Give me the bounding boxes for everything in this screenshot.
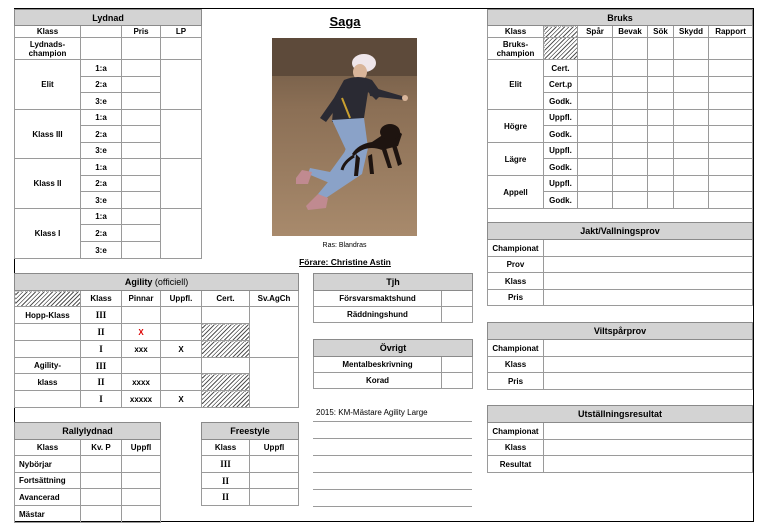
cell [674,159,709,176]
bruks-sub: Godk. [544,93,578,110]
cell [674,93,709,110]
cell [122,242,161,259]
note-line [313,439,472,456]
agility-table [14,273,299,408]
cell [709,77,753,93]
agility-klass: II [81,324,122,341]
freestyle-table [201,422,299,506]
lydnad-class-elit: Elit [15,60,81,110]
bruks-champion-label: Bruks-champion [488,38,544,60]
lydnad-place: 1:a [81,209,122,225]
agility-uppfl [161,374,202,391]
jakt-row: Pris [488,290,544,306]
lydnad-place: 1:a [81,60,122,77]
bruks-col: Bevak [613,26,648,38]
cell [81,38,122,60]
jakt-table [487,222,753,306]
lydnad-class-3: Klass III [15,110,81,159]
cell [250,489,299,506]
cell [161,38,202,60]
cell [442,291,473,307]
rallylydnad-table [14,422,161,523]
cell [122,126,161,143]
cell [122,209,161,225]
agility-hopp-label: Hopp-Klass [15,307,81,324]
cell [578,159,613,176]
agility-uppfl: X [161,341,202,358]
cell [250,358,299,408]
lydnad-place: 1:a [81,159,122,176]
rally-col: Kv. P [81,440,122,456]
bruks-sub: Godk. [544,126,578,143]
freestyle-col: Klass [202,440,250,456]
cell [674,38,709,60]
agility-klass: III [81,307,122,324]
bruks-group-hogre: Högre [488,110,544,143]
viltspar-row: Championat [488,340,544,357]
cell [674,77,709,93]
viltspar-row: Pris [488,373,544,390]
lydnad-place: 2:a [81,126,122,143]
agility-pinnar [122,358,161,374]
agility-klass: II [81,374,122,391]
lydnad-col-lp: LP [161,26,202,38]
hatched-cell [202,341,250,358]
agility-col: Sv.AgCh [250,291,299,307]
lydnad-place: 1:a [81,110,122,126]
tjh-row: Försvarsmaktshund [314,291,442,307]
cell [613,176,648,192]
cell [613,77,648,93]
cell [578,60,613,77]
cell [442,357,473,373]
cell [122,38,161,60]
bruks-sub: Godk. [544,159,578,176]
utstallning-row: Resultat [488,456,544,473]
cell [122,473,161,489]
cell [648,93,674,110]
cell [613,126,648,143]
agility-title-note: (officiell) [154,277,189,287]
cell [709,38,753,60]
cell [161,60,202,110]
cell [81,456,122,473]
dog-name: Saga [329,14,361,29]
bruks-sub: Cert. [544,60,578,77]
cell [250,473,299,489]
freestyle-row: III [202,456,250,473]
cell [578,77,613,93]
cell [674,192,709,209]
freestyle-col: Uppfl [250,440,299,456]
agility-uppfl [161,358,202,374]
agility-col: Cert. [202,291,250,307]
cell [202,307,250,324]
cell [709,60,753,77]
cell [202,358,250,374]
cell [648,192,674,209]
agility-pinnar: xxx [122,341,161,358]
note-line [313,490,472,507]
hatched-cell [15,291,81,307]
ovrigt-table [313,339,473,389]
lydnad-title: Lydnad [15,10,202,26]
lydnad-place: 3:e [81,192,122,209]
cell [250,456,299,473]
ovrigt-title: Övrigt [314,340,473,357]
jakt-row: Championat [488,240,544,257]
rally-col: Uppfl [122,440,161,456]
lydnad-place: 2:a [81,77,122,93]
jakt-row: Prov [488,257,544,273]
cell [544,423,753,440]
cell [544,273,753,290]
cell [578,143,613,159]
cell [442,373,473,389]
lydnad-champion-label: Lydnads-champion [15,38,81,60]
rally-row: Avancerad [15,489,81,506]
freestyle-row: II [202,489,250,506]
cell [122,489,161,506]
viltspar-row: Klass [488,357,544,373]
cell [613,38,648,60]
viltspar-title: Viltspårprov [488,323,753,340]
utstallning-row: Championat [488,423,544,440]
note-line [313,456,472,473]
note-line [313,422,472,439]
cell [648,176,674,192]
lydnad-table [14,9,202,259]
lydnad-place: 3:e [81,93,122,110]
agility-title-text: Agility [124,277,153,287]
cell [674,60,709,77]
freestyle-row: II [202,473,250,489]
rallylydnad-title: Rallylydnad [15,423,161,440]
agility-col: Klass [81,291,122,307]
cell [613,159,648,176]
rally-row: Nybörjar [15,456,81,473]
cell [122,77,161,93]
cell [122,60,161,77]
bruks-group-elit: Elit [488,60,544,110]
bruks-sub: Godk. [544,192,578,209]
cell [709,192,753,209]
bruks-sub: Uppfl. [544,110,578,126]
tjh-row: Räddningshund [314,307,442,323]
lydnad-place: 2:a [81,225,122,242]
lydnad-place: 3:e [81,242,122,259]
cell [613,93,648,110]
cell [648,126,674,143]
ovrigt-row: Mentalbeskrivning [314,357,442,373]
breed-caption: Ras: Blandras [322,242,367,249]
note-line [313,473,472,490]
tjh-table [313,273,473,323]
agility-col: Uppfl. [161,291,202,307]
bruks-col: Sök [648,26,674,38]
jakt-title: Jakt/Vallningsprov [488,223,753,240]
viltspar-table [487,322,753,390]
agility-klass: III [81,358,122,374]
cell [161,209,202,259]
agility-pinnar: xxxx [122,374,161,391]
cell [122,110,161,126]
bruks-col-klass: Klass [488,26,544,38]
cell [613,143,648,159]
cell [709,176,753,192]
cell [709,93,753,110]
hatched-cell [202,374,250,391]
note-line [313,507,472,523]
cell [709,159,753,176]
bruks-title: Bruks [488,10,753,26]
agility-agility-label-2: klass [15,374,81,391]
agility-uppfl: X [161,391,202,408]
cell [161,159,202,209]
cell [613,192,648,209]
cell [578,110,613,126]
hatched-cell [202,391,250,408]
bruks-group-lagre: Lägre [488,143,544,176]
tjh-title: Tjh [314,274,473,291]
hatched-cell [544,26,578,38]
cell [578,93,613,110]
agility-agility-label-1: Agility- [15,358,81,374]
bruks-sub: Uppfl. [544,143,578,159]
cell [161,110,202,159]
utstallning-row: Klass [488,440,544,456]
cell [648,38,674,60]
cell [122,456,161,473]
cell [578,38,613,60]
cell [544,240,753,257]
cell [648,60,674,77]
rally-row: Fortsättning [15,473,81,489]
lydnad-col-pris: Pris [122,26,161,38]
agility-klass: I [81,391,122,408]
bruks-col: Spår [578,26,613,38]
cell [122,192,161,209]
cell [442,307,473,323]
cell [709,143,753,159]
jakt-row: Klass [488,273,544,290]
cell [122,143,161,159]
rally-col: Klass [15,440,81,456]
freestyle-title: Freestyle [202,423,299,440]
cell [544,257,753,273]
hatched-cell [544,38,578,60]
notes-area [313,405,472,523]
cell [648,143,674,159]
lydnad-class-2: Klass II [15,159,81,209]
cell [122,176,161,192]
cell [648,110,674,126]
cell [674,126,709,143]
cell [544,440,753,456]
agility-uppfl [161,307,202,324]
lydnad-col-blank [81,26,122,38]
cell [250,307,299,358]
ovrigt-row: Korad [314,373,442,389]
cell [613,60,648,77]
cell [578,126,613,143]
cell [122,159,161,176]
cell [81,489,122,506]
note-line: 2015: KM-Mästare Agility Large [313,405,472,422]
agility-uppfl [161,324,202,341]
agility-pinnar [122,307,161,324]
cell [648,159,674,176]
lydnad-place: 3:e [81,143,122,159]
cell [544,290,753,306]
handler-caption: Förare: Christine Astin [299,257,391,267]
agility-title [15,274,299,291]
cell [122,225,161,242]
cell [578,176,613,192]
bruks-table [487,9,753,225]
utstallning-table [487,405,753,473]
bruks-col: Rapport [709,26,753,38]
rally-row: Mästar [15,506,81,523]
hatched-cell [202,324,250,341]
cell [709,126,753,143]
cell [81,473,122,489]
cell [544,340,753,357]
dog-photo [272,38,417,236]
cell [709,110,753,126]
cell [674,176,709,192]
cell [544,373,753,390]
cell [578,192,613,209]
cell [122,506,161,523]
cell [81,506,122,523]
cell [674,143,709,159]
cell [15,341,81,358]
utstallning-title: Utställningsresultat [488,406,753,423]
cell [122,93,161,110]
agility-pinnar: xxxxx [122,391,161,408]
lydnad-class-1: Klass I [15,209,81,259]
cell [15,324,81,341]
lydnad-place: 2:a [81,176,122,192]
cell [15,391,81,408]
cell [544,357,753,373]
agility-klass: I [81,341,122,358]
cell [674,110,709,126]
cell [613,110,648,126]
cell [648,77,674,93]
bruks-group-appell: Appell [488,176,544,209]
lydnad-col-klass: Klass [15,26,81,38]
agility-col: Pinnar [122,291,161,307]
bruks-sub: Uppfl. [544,176,578,192]
bruks-col: Skydd [674,26,709,38]
agility-pinnar: X [122,324,161,341]
bruks-sub: Cert.p [544,77,578,93]
cell [544,456,753,473]
